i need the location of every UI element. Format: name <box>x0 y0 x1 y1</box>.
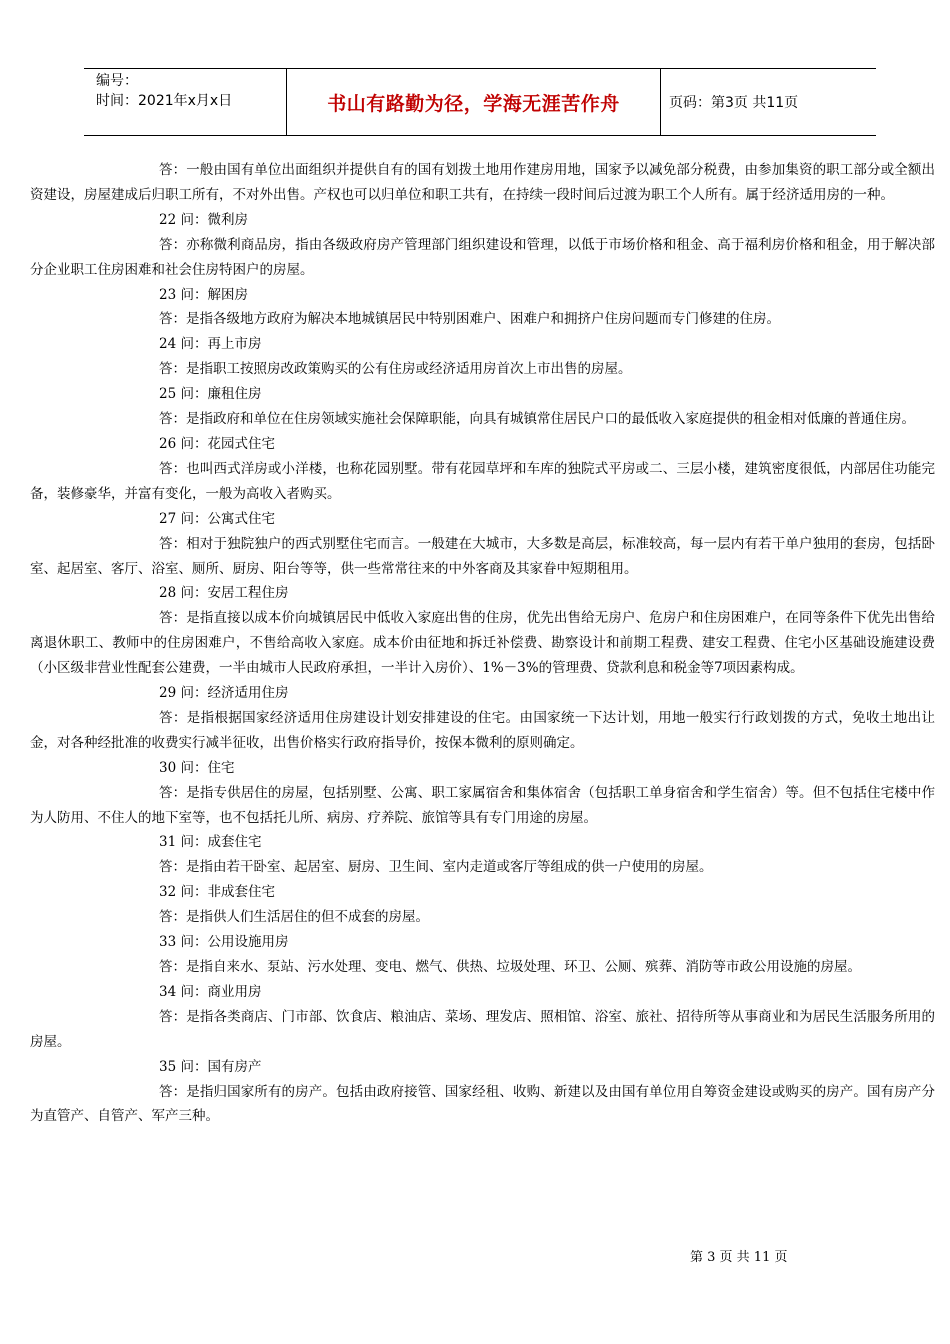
question-heading: 26 问：花园式住宅 <box>159 435 275 452</box>
answer-paragraph: 答：一般由国有单位出面组织并提供自有的国有划拨土地用作建房用地，国家予以减免部分税费，由参加集资的职工部分或全额出资建设，房屋建成后归职工所有，不对外出售。产权也可以归单位和职工共有，在持续一段时间后过渡为职工个人所有。属于经济适用房的一种。 <box>30 162 935 203</box>
answer-paragraph: 答：是指专供居住的房屋，包括别墅、公寓、职工家属宿舍和集体宿舍（包括职工单身宿舍和学生宿舍）等。但不包括住宅楼中作为人防用、不住人的地下室等，也不包括托儿所、病房、疗养院、旅馆等具有专门用途的房屋。 <box>30 784 935 826</box>
question-heading: 30 问：住宅 <box>159 759 235 776</box>
answer-paragraph: 答：相对于独院独户的西式别墅住宅而言。一般建在大城市，大多数是高层，标准较高，每一层内有若干单户独用的套房，包括卧室、起居室、客厅、浴室、厕所、厨房、阳台等等，供一些常常往来的中外客商及其家眷中短期租用。 <box>30 535 935 577</box>
document-number-label: 编号： <box>96 73 138 89</box>
document-body <box>30 158 935 1129</box>
question-heading: 22 问：微利房 <box>159 211 248 228</box>
answer-paragraph: 答：是指政府和单位在住房领域实施社会保障职能，向具有城镇常住居民户口的最低收入家庭提供的租金相对低廉的普通住房。 <box>159 411 915 428</box>
question-heading: 29 问：经济适用住房 <box>159 685 289 702</box>
header-page-cell <box>661 69 876 135</box>
answer-paragraph: 答：亦称微利商品房，指由各级政府房产管理部门组织建设和管理，以低于市场价格和租金、高于福利房价格和租金，用于解决部分企业职工住房困难和社会住房特困户的房屋。 <box>30 236 935 278</box>
header-page-label: 页码：第3页 共11页 <box>669 95 799 111</box>
answer-paragraph: 答：是指根据国家经济适用住房建设计划安排建设的住宅。由国家统一下达计划，用地一般实行行政划拨的方式，免收土地出让金，对各种经批准的收费实行减半征收，出售价格实行政府指导价，按保本微利的原则确定。 <box>30 709 935 751</box>
question-heading: 33 问：公用设施用房 <box>159 934 289 951</box>
answer-paragraph: 答：是指各级地方政府为解决本地城镇居民中特别困难户、困难户和拥挤户住房问题而专门修建的住房。 <box>159 311 780 328</box>
question-heading: 25 问：廉租住房 <box>159 386 262 403</box>
answer-paragraph: 答：是指各类商店、门市部、饮食店、粮油店、菜场、理发店、照相馆、浴室、旅社、招待所等从事商业和为居民生活服务所用的房屋。 <box>30 1008 935 1050</box>
answer-paragraph: 答：是指由若干卧室、起居室、厨房、卫生间、室内走道或客厅等组成的供一户使用的房屋。 <box>159 859 713 876</box>
answer-paragraph: 答：是指直接以成本价向城镇居民中低收入家庭出售的住房，优先出售给无房户、危房户和住房困难户，在同等条件下优先出售给离退休职工、教师中的住房困难户，不售给高收入家庭。成本价由征地和拆迁补偿费、勘察设计和前期工程费、建安工程费、住宅小区基础设施建设费（小区级非营业性配套公建费，一半由城市人民政府承担，一半计入房价）、1%－3%的管理费、贷款利息和税金等7项因素构成。 <box>30 610 935 677</box>
answer-paragraph: 答：是指职工按照房改政策购买的公有住房或经济适用房首次上市出售的房屋。 <box>159 361 632 378</box>
answer-paragraph: 答：是指供人们生活居住的但不成套的房屋。 <box>159 909 429 926</box>
question-heading: 34 问：商业用房 <box>159 983 262 1000</box>
question-heading: 35 问：国有房产 <box>159 1058 262 1075</box>
question-heading: 27 问：公寓式住宅 <box>159 510 275 527</box>
answer-paragraph: 答：是指自来水、泵站、污水处理、变电、燃气、供热、垃圾处理、环卫、公厕、殡葬、消防等市政公用设施的房屋。 <box>159 959 861 975</box>
page-footer: 第 3 页 共 11 页 <box>690 1250 788 1265</box>
question-heading: 32 问：非成套住宅 <box>159 884 275 901</box>
answer-paragraph: 答：是指归国家所有的房产。包括由政府接管、国家经租、收购、新建以及由国有单位用自筹资金建设或购买的房产。国有房产分为直管产、自管产、军产三种。 <box>30 1083 935 1125</box>
question-heading: 31 问：成套住宅 <box>159 834 262 851</box>
document-time-label: 时间：2021年x月x日 <box>96 93 233 109</box>
page-header <box>84 68 876 136</box>
header-meta <box>84 69 287 135</box>
question-heading: 23 问：解困房 <box>159 286 248 303</box>
question-heading: 24 问：再上市房 <box>159 336 262 353</box>
answer-paragraph: 答：也叫西式洋房或小洋楼，也称花园别墅。带有花园草坪和车库的独院式平房或二、三层小楼，建筑密度很低，内部居住功能完备，装修豪华，并富有变化，一般为高收入者购买。 <box>30 460 935 502</box>
header-motto: 书山有路勤为径，学海无涯苦作舟 <box>327 92 620 115</box>
header-motto-cell <box>287 69 661 135</box>
question-heading: 28 问：安居工程住房 <box>159 585 289 602</box>
